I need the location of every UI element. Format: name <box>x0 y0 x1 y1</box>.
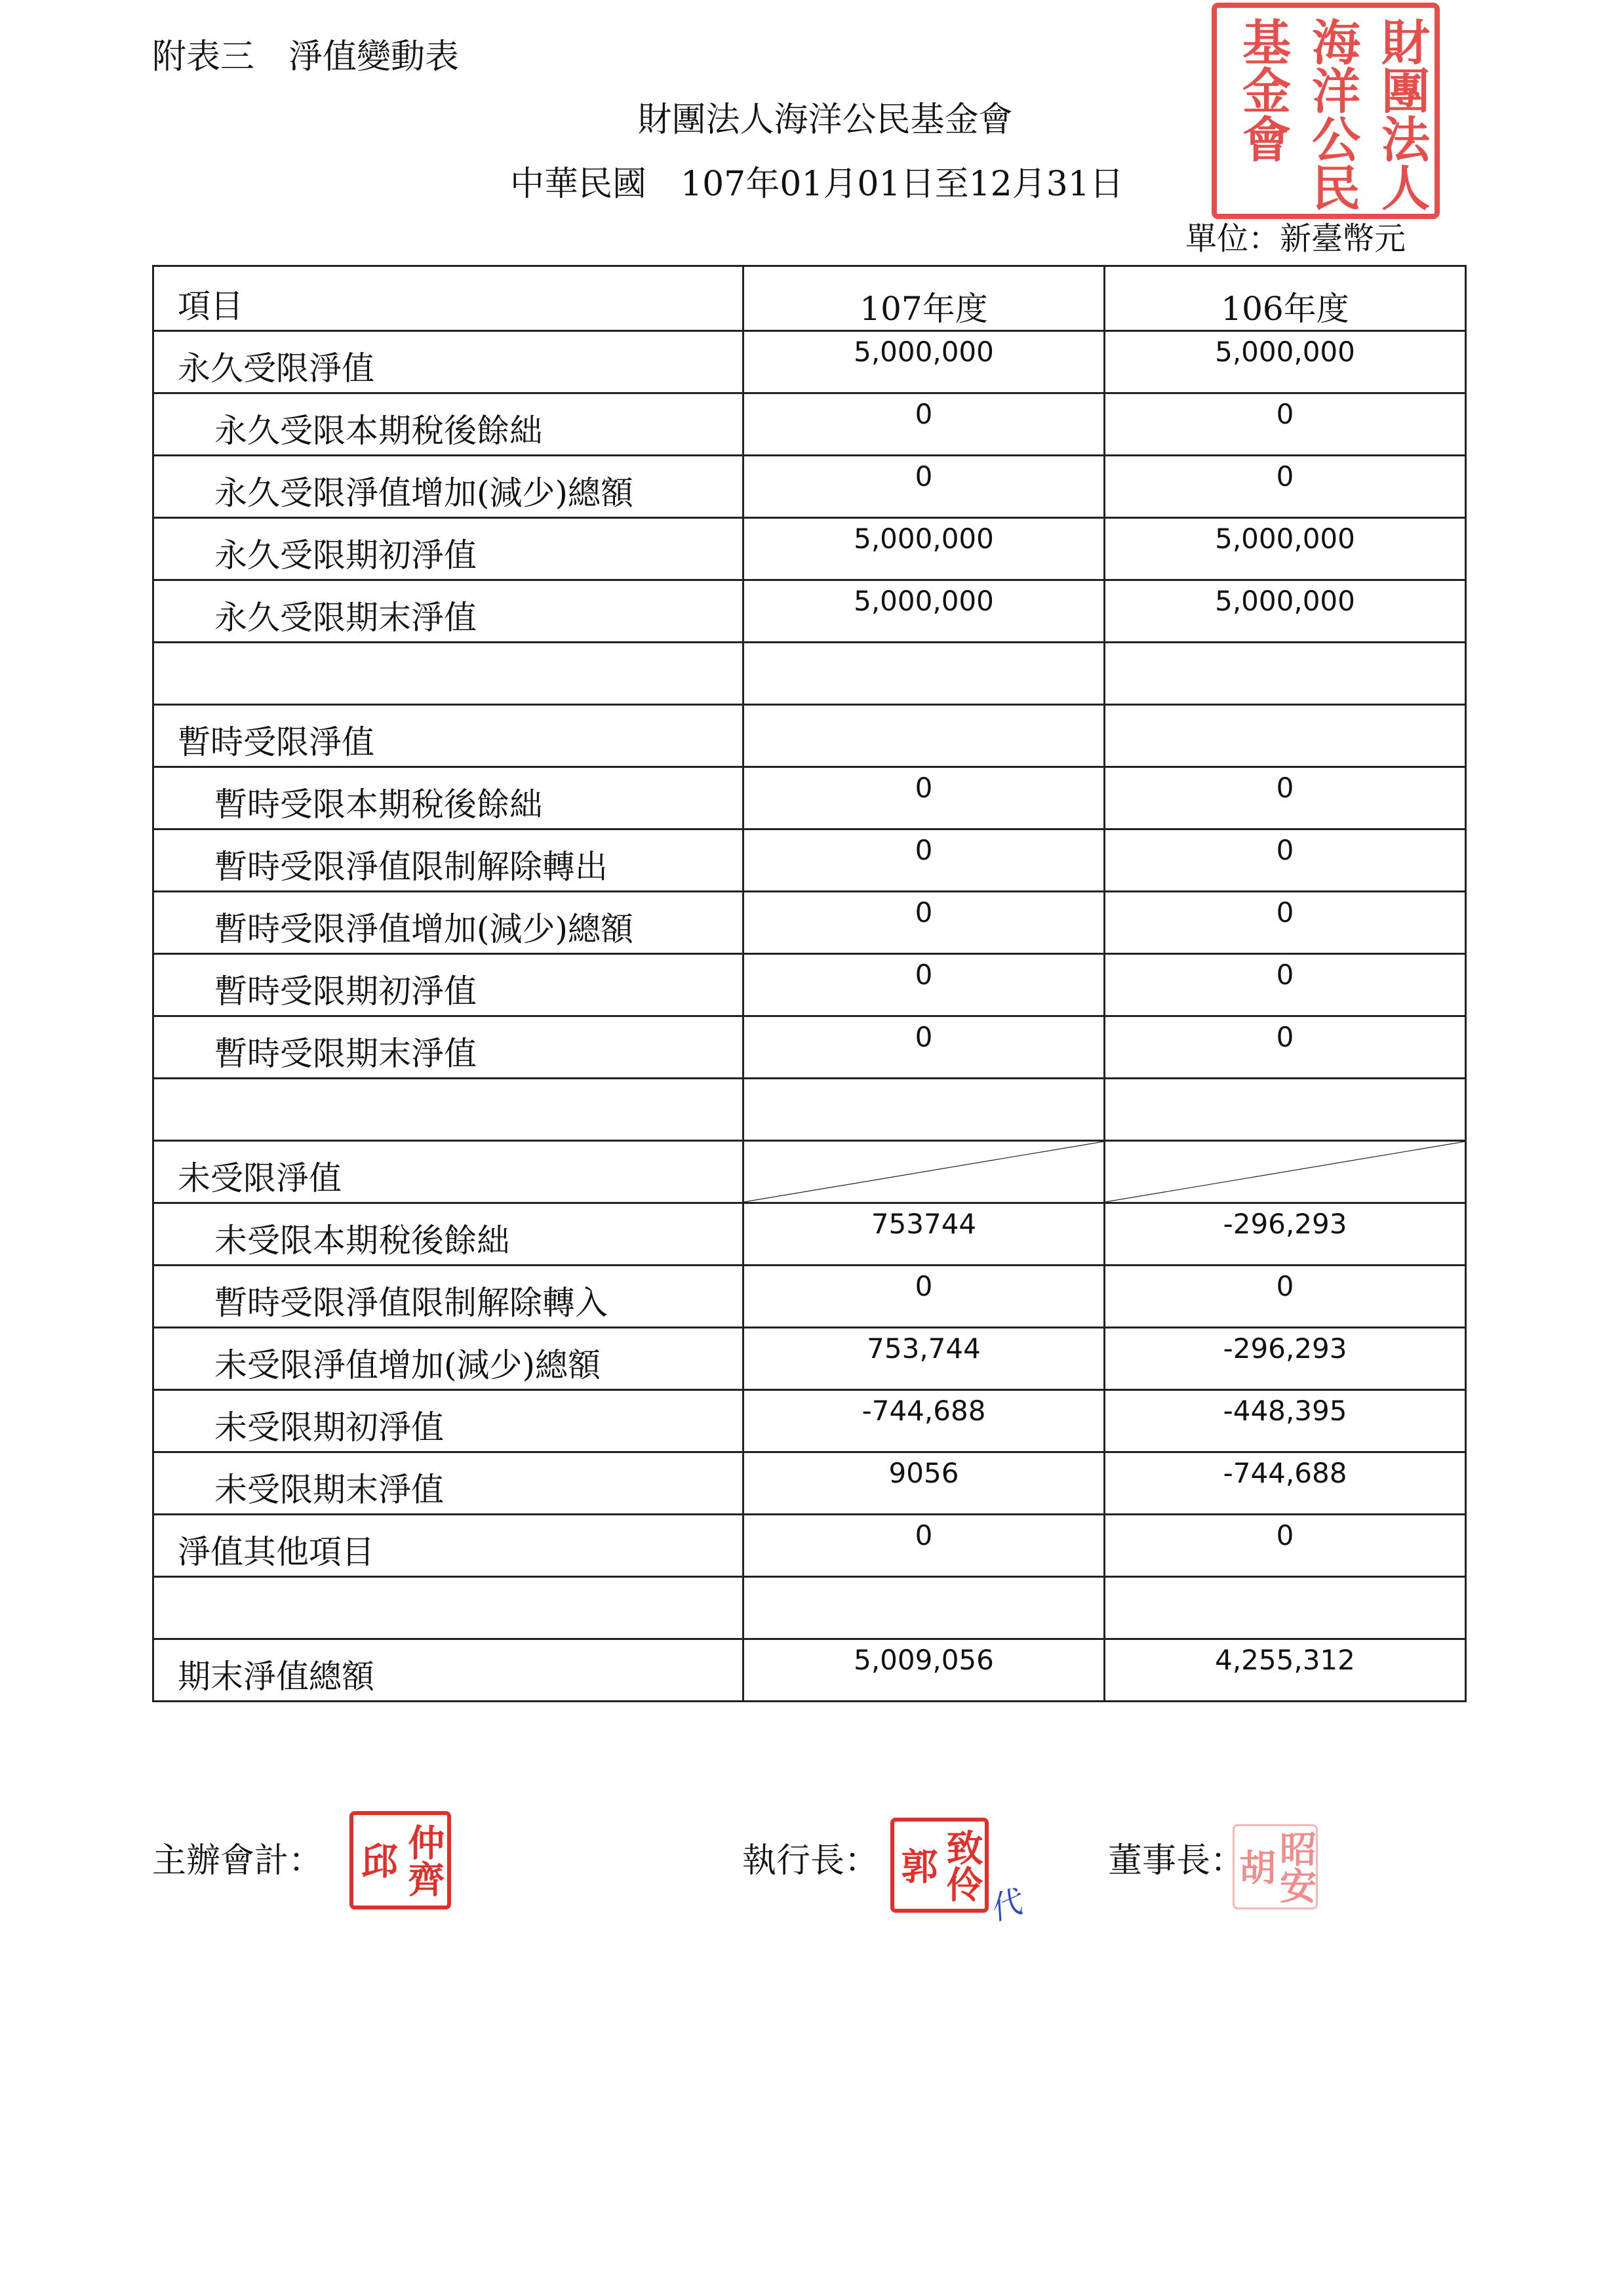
row-label: 暫時受限本期稅後餘絀 <box>214 786 542 824</box>
table-row <box>153 954 1466 1016</box>
accountant-seal-char-2: 仲齊 <box>402 1824 446 1897</box>
net-asset-changes-table <box>152 265 1467 1702</box>
diagonal-cell <box>743 1141 1105 1203</box>
value-107: 5,009,056 <box>854 1644 994 1676</box>
chairman-seal-char-1: 胡 <box>1233 1848 1277 1885</box>
ceo-seal <box>890 1818 989 1913</box>
blank-row <box>153 1577 1466 1639</box>
seal-org-column-2: 海洋公民 <box>1304 17 1360 211</box>
header-item: 項目 <box>153 266 743 331</box>
chairman-seal-char-2: 昭安 <box>1274 1830 1317 1904</box>
value-106: 5,000,000 <box>1215 585 1355 617</box>
row-label: 未受限淨值 <box>178 1159 342 1197</box>
value-107: 0 <box>915 834 933 866</box>
row-label: 未受限期末淨值 <box>214 1471 444 1509</box>
value-107: 0 <box>915 1519 933 1551</box>
chairman-seal <box>1233 1824 1318 1909</box>
row-label: 暫時受限期初淨值 <box>214 972 477 1010</box>
value-107: 0 <box>915 896 933 928</box>
table-row <box>153 1515 1466 1577</box>
table-row <box>153 331 1466 393</box>
table-row <box>153 829 1466 892</box>
table-row <box>153 1390 1466 1452</box>
appendix-title: 附表三 淨值變動表 <box>152 37 460 77</box>
value-106: -296,293 <box>1223 1208 1347 1240</box>
row-label: 暫時受限淨值增加(減少)總額 <box>214 910 634 948</box>
header-year-106: 106年度 <box>1105 266 1466 331</box>
value-106: 0 <box>1276 896 1294 928</box>
blank-row <box>153 643 1466 705</box>
value-107: -744,688 <box>862 1395 986 1427</box>
row-label: 暫時受限淨值 <box>178 723 374 761</box>
table-row <box>153 892 1466 954</box>
table-row <box>153 705 1466 767</box>
value-106: 0 <box>1276 834 1294 866</box>
diagonal-cell <box>1105 1141 1466 1203</box>
accountant-label: 主辦會計： <box>152 1841 323 1881</box>
ceo-seal-char-1: 郭 <box>895 1846 939 1884</box>
value-106: 0 <box>1276 1021 1294 1053</box>
proxy-signature-mark: 代 <box>984 1883 1026 1928</box>
ceo-seal-char-2: 致伶 <box>940 1828 984 1902</box>
value-107: 0 <box>915 772 933 804</box>
accountant-seal-char-1: 邱 <box>355 1842 399 1879</box>
table-row <box>153 767 1466 829</box>
row-label: 永久受限期初淨值 <box>214 536 477 574</box>
seal-org-column-3: 基金會 <box>1235 17 1291 163</box>
value-107: 753744 <box>871 1208 977 1240</box>
row-label: 未受限淨值增加(減少)總額 <box>214 1346 601 1384</box>
value-106: 0 <box>1276 460 1294 492</box>
value-106: 0 <box>1276 959 1294 991</box>
table-row <box>153 1452 1466 1515</box>
value-106: -744,688 <box>1223 1457 1347 1489</box>
table-row <box>153 1141 1466 1203</box>
table-row <box>153 1203 1466 1266</box>
value-106: 5,000,000 <box>1215 336 1355 368</box>
row-label: 未受限期初淨值 <box>214 1408 444 1447</box>
table-header-row <box>153 266 1466 331</box>
value-107: 5,000,000 <box>854 523 994 555</box>
value-106: -296,293 <box>1223 1332 1347 1365</box>
table-row <box>153 456 1466 518</box>
value-107: 753,744 <box>867 1332 981 1365</box>
blank-row <box>153 1079 1466 1141</box>
row-label: 暫時受限期末淨值 <box>214 1035 477 1073</box>
seal-org-column-1: 財團法人 <box>1374 17 1430 211</box>
value-107: 5,000,000 <box>854 585 994 617</box>
row-label: 永久受限期末淨值 <box>214 599 477 637</box>
row-label: 永久受限淨值增加(減少)總額 <box>214 474 634 512</box>
table-row <box>153 518 1466 580</box>
table-row <box>153 580 1466 643</box>
value-106: 5,000,000 <box>1215 523 1355 555</box>
row-label: 淨值其他項目 <box>178 1533 374 1571</box>
chairman-label: 董事長： <box>1108 1841 1245 1881</box>
ceo-label: 執行長： <box>742 1841 879 1881</box>
value-106: 0 <box>1276 398 1294 430</box>
currency-unit: 單位：新臺幣元 <box>1185 220 1406 257</box>
value-107: 0 <box>915 398 933 430</box>
value-107: 5,000,000 <box>854 336 994 368</box>
table-row-total <box>153 1639 1466 1702</box>
table-row <box>153 1016 1466 1079</box>
header-year-107: 107年度 <box>743 266 1105 331</box>
value-106: -448,395 <box>1223 1395 1347 1427</box>
value-106: 0 <box>1276 1270 1294 1302</box>
value-106: 0 <box>1276 772 1294 804</box>
value-107: 0 <box>915 1021 933 1053</box>
row-label: 永久受限本期稅後餘絀 <box>214 412 542 450</box>
table-row <box>153 393 1466 456</box>
value-107: 0 <box>915 959 933 991</box>
report-period: 中華民國 107年01月01日至12月31日 <box>510 165 1124 204</box>
row-label: 期末淨值總額 <box>178 1658 374 1696</box>
value-107: 9056 <box>888 1457 959 1489</box>
table-row <box>153 1328 1466 1390</box>
row-label: 暫時受限淨值限制解除轉入 <box>214 1284 608 1322</box>
row-label: 永久受限淨值 <box>178 349 374 388</box>
row-label: 暫時受限淨值限制解除轉出 <box>214 848 608 886</box>
value-107: 0 <box>915 1270 933 1302</box>
value-106: 4,255,312 <box>1215 1644 1355 1676</box>
table-row <box>153 1266 1466 1328</box>
organization-name: 財團法人海洋公民基金會 <box>637 100 1013 140</box>
value-106: 0 <box>1276 1519 1294 1551</box>
organization-seal <box>1212 3 1440 219</box>
row-label: 未受限本期稅後餘絀 <box>214 1222 509 1260</box>
accountant-seal <box>349 1811 451 1909</box>
value-107: 0 <box>915 460 933 492</box>
